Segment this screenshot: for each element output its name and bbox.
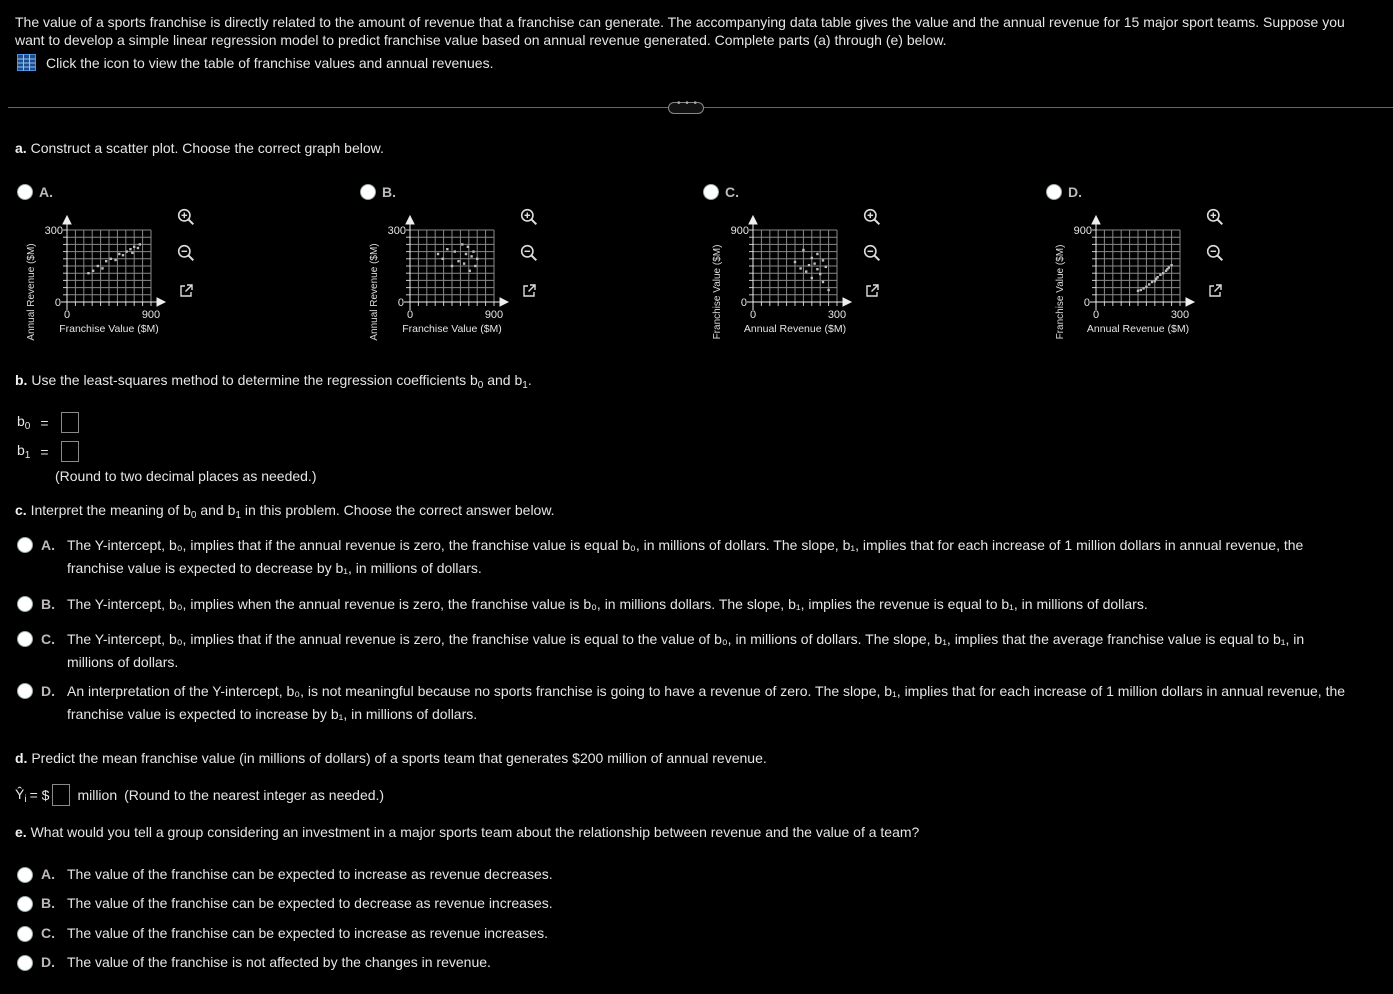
radio-button[interactable]	[703, 184, 719, 200]
part-b-sub0: 0	[477, 380, 484, 391]
part-e-prompt: What would you tell a group considering an investment in a major sports team about the relationship between revenue and the value of a team?	[30, 824, 920, 840]
b0-row	[17, 412, 79, 433]
scatter-point	[114, 259, 116, 261]
open-external-icon[interactable]	[864, 283, 880, 299]
scatter-point	[476, 258, 478, 260]
radio-button[interactable]	[17, 955, 33, 971]
part-a-label: a.	[15, 140, 27, 156]
problem-statement	[15, 13, 1380, 49]
radio-button[interactable]	[360, 184, 376, 200]
scatter-point	[1159, 274, 1161, 276]
scatter-point	[451, 265, 453, 267]
data-table-link-text[interactable]: Click the icon to view the table of franchise values and annual revenues.	[46, 54, 494, 71]
scatter-point	[129, 248, 131, 250]
scatter-point	[825, 266, 827, 268]
y-zero-tick-label: 0	[397, 297, 404, 309]
y-max-tick-label: 900	[730, 225, 749, 237]
y-axis-label: Franchise Value ($M)	[1055, 244, 1066, 340]
plot-grid	[406, 230, 494, 306]
y-max-tick-label: 300	[44, 225, 63, 237]
scatter-point	[137, 247, 139, 249]
x-axis-label: Franchise Value ($M)	[59, 323, 159, 335]
part-e-option-b[interactable]: B. The value of the franchise can be expected to decrease as revenue increases.	[17, 895, 553, 912]
zoom-in-icon[interactable]	[177, 208, 195, 226]
part-c-option-c[interactable]: C. The Y-intercept, b₀, implies that if the annual revenue is zero, the franchise value is equal to the value of b₀, in millions of dollars. The slope, b₁, implies that the average franchise value is equal to b₁, in millions of dollars.	[17, 628, 1377, 674]
part-c-label: c.	[15, 502, 27, 518]
scatter-point	[1162, 272, 1164, 274]
zoom-out-icon[interactable]	[1206, 244, 1224, 262]
scatter-point	[463, 262, 465, 264]
part-b-round-note: (Round to two decimal places as needed.)	[55, 468, 317, 484]
expand-collapse-handle[interactable]	[668, 98, 704, 114]
radio-button[interactable]	[17, 596, 33, 612]
scatter-point	[1145, 286, 1147, 288]
x-zero-tick-label: 0	[63, 309, 71, 321]
scatter-point	[822, 259, 824, 261]
b0-input[interactable]	[61, 412, 79, 433]
scatter-point	[802, 249, 804, 251]
scatter-point	[1151, 281, 1153, 283]
part-b-sub1: 1	[522, 380, 528, 391]
x-max-tick-label: 900	[484, 309, 504, 321]
radio-button[interactable]	[17, 867, 33, 883]
x-zero-tick-label: 0	[1092, 309, 1100, 321]
scatter-point	[1168, 266, 1170, 268]
scatter-point	[131, 252, 133, 254]
part-b-prompt: Use the least-squares method to determine the regression coefficients b	[31, 372, 478, 388]
y-zero-tick-label: 0	[54, 297, 61, 309]
scatter-point	[1156, 276, 1158, 278]
part-d-prompt: Predict the mean franchise value (in millions of dollars) of a sports team that generates $200 million of annual revenue.	[31, 750, 767, 766]
scatter-plot	[1044, 202, 1284, 352]
radio-button[interactable]	[17, 896, 33, 912]
scatter-point	[133, 246, 135, 248]
scatter-point	[87, 272, 89, 274]
scatter-point	[1137, 290, 1139, 292]
scatter-point	[827, 289, 829, 291]
scatter-point	[118, 253, 120, 255]
scatter-point	[465, 253, 467, 255]
graph-option-c[interactable]	[701, 180, 1041, 350]
radio-button[interactable]	[17, 184, 33, 200]
b1-label: $b_1$	[17, 442, 31, 461]
part-d-answer-row	[15, 784, 384, 806]
x-zero-tick-label: 0	[406, 309, 414, 321]
scatter-point	[470, 255, 472, 257]
part-e-option-d[interactable]: D. The value of the franchise is not affected by the changes in revenue.	[17, 954, 491, 971]
scatter-point	[437, 253, 439, 255]
scatter-point	[794, 261, 796, 263]
part-c-option-a[interactable]: A. The Y-intercept, b₀, implies that if the annual revenue is zero, the franchise value is equal b₀, in millions of dollars. The slope, b₁, implies that for each increase of 1 million dollars in annual revenue, the franchise value is expected to decrease by b₁, in millions of dollars.	[17, 534, 1377, 580]
open-external-icon[interactable]	[1207, 283, 1223, 299]
part-a-prompt: Construct a scatter plot. Choose the correct graph below.	[30, 140, 384, 156]
graph-option-a[interactable]	[15, 180, 355, 350]
part-c-question: c. Interpret the meaning of $b_0$ and $b_1$ in this problem. Choose the correct answer below.	[15, 502, 555, 521]
scatter-plot	[358, 202, 598, 352]
scatter-point	[811, 257, 813, 259]
b1-row	[17, 441, 79, 462]
x-max-tick-label: 300	[827, 309, 847, 321]
scatter-point	[1140, 289, 1142, 291]
radio-button[interactable]	[17, 926, 33, 942]
x-axis-label: Annual Revenue ($M)	[1086, 323, 1190, 335]
open-external-icon[interactable]	[178, 283, 194, 299]
scatter-point	[811, 277, 813, 279]
part-e-label: e.	[15, 824, 27, 840]
data-table-link[interactable]	[17, 54, 494, 71]
part-c-option-b[interactable]: B. The Y-intercept, b₀, implies when the annual revenue is zero, the franchise value is b₀, in millions dollars. The slope, b₁, implies the revenue is equal to b₁, in millions of dollars.	[17, 593, 1377, 616]
part-b-question	[15, 372, 532, 391]
x-axis-label: Annual Revenue ($M)	[743, 323, 847, 335]
problem-line-2: want to develop a simple linear regression model to predict franchise value based on annual revenue generated. Complete parts (a) through (e) below.	[15, 32, 947, 48]
radio-button[interactable]	[17, 537, 33, 553]
equals-dollar: = $	[29, 787, 50, 803]
option-letter: B.	[382, 184, 396, 200]
open-external-icon[interactable]	[521, 283, 537, 299]
scatter-point	[469, 270, 471, 272]
part-a-question	[15, 140, 384, 156]
plot-grid	[63, 230, 151, 306]
scatter-point	[799, 267, 801, 269]
part-b-label: b.	[15, 372, 28, 388]
scatter-point	[474, 265, 476, 267]
part-e-option-c[interactable]: C. The value of the franchise can be expected to increase as revenue increases.	[17, 925, 548, 942]
scatter-point	[97, 265, 99, 267]
part-d-label: d.	[15, 750, 28, 766]
unit-label: million	[77, 787, 118, 803]
scatter-point	[441, 258, 443, 260]
y-axis-label: Annual Revenue ($M)	[26, 243, 37, 341]
scatter-point	[461, 243, 463, 245]
prediction-input[interactable]	[52, 784, 70, 806]
graph-option-d[interactable]	[1044, 180, 1384, 350]
zoom-out-icon[interactable]	[520, 244, 538, 262]
scatter-point	[454, 250, 456, 252]
scatter-point	[457, 260, 459, 262]
y-max-tick-label: 900	[1073, 225, 1092, 237]
scatter-point	[822, 281, 824, 283]
part-b-and: and b	[483, 372, 523, 388]
x-max-tick-label: 900	[141, 309, 161, 321]
zoom-in-icon[interactable]	[1206, 208, 1224, 226]
x-axis-label: Franchise Value ($M)	[402, 323, 502, 335]
yhat-symbol: $Ŷ_i$	[15, 785, 27, 805]
scatter-plot	[15, 202, 255, 352]
part-e-option-a[interactable]: A. The value of the franchise can be expected to increase as revenue decreases.	[17, 866, 553, 883]
graph-option-b[interactable]	[358, 180, 698, 350]
table-grid-icon[interactable]	[17, 54, 36, 71]
b0-label: $b_0$	[17, 413, 31, 432]
b0-equals: =	[40, 414, 49, 431]
part-d-question	[15, 750, 767, 766]
scatter-plot	[701, 202, 941, 352]
part-e-question	[15, 824, 919, 840]
scatter-point	[819, 273, 821, 275]
zoom-in-icon[interactable]	[520, 208, 538, 226]
scatter-point	[139, 243, 141, 245]
y-axis-label: Franchise Value ($M)	[712, 244, 723, 340]
part-c-option-d[interactable]: D. An interpretation of the Y-intercept, b₀, is not meaningful because no sports franchise is going to have a revenue of zero. The slope, b₁, implies that for each increase of 1 million dollars in annual revenue, the franchise value is expected to increase by b₁, in millions of dollars.	[17, 680, 1377, 726]
plot-grid	[749, 230, 837, 306]
scatter-point	[472, 250, 474, 252]
scatter-point	[1142, 287, 1144, 289]
scatter-point	[1148, 283, 1150, 285]
scatter-point	[1154, 280, 1156, 282]
radio-button[interactable]	[1046, 184, 1062, 200]
part-d-round-note: (Round to the nearest integer as needed.)	[124, 787, 385, 803]
problem-line-1: The value of a sports franchise is directly related to the amount of revenue that a franchise can generate. The accompanying data table gives the value and the annual revenue for 15 major sport teams. Suppose you	[15, 14, 1345, 30]
option-letter: D.	[1068, 184, 1082, 200]
scatter-point	[105, 260, 107, 262]
scatter-point	[805, 270, 807, 272]
zoom-out-icon[interactable]	[863, 244, 881, 262]
scatter-point	[816, 253, 818, 255]
scatter-point	[813, 262, 815, 264]
x-max-tick-label: 300	[1170, 309, 1190, 321]
scatter-point	[808, 264, 810, 266]
scatter-point	[122, 254, 124, 256]
scatter-point	[446, 248, 448, 250]
ellipsis-icon: • • •	[677, 98, 699, 109]
b1-equals: =	[40, 443, 49, 460]
radio-button[interactable]	[17, 683, 33, 699]
scatter-point	[467, 246, 469, 248]
scatter-point	[1170, 264, 1172, 266]
scatter-point	[92, 270, 94, 272]
part-b-period: .	[527, 372, 532, 388]
scatter-point	[126, 250, 128, 252]
zoom-in-icon[interactable]	[863, 208, 881, 226]
y-zero-tick-label: 0	[740, 297, 747, 309]
scatter-point	[110, 258, 112, 260]
y-max-tick-label: 300	[387, 225, 406, 237]
y-zero-tick-label: 0	[1083, 297, 1090, 309]
b1-input[interactable]	[61, 441, 79, 462]
zoom-out-icon[interactable]	[177, 244, 195, 262]
scatter-point	[101, 267, 103, 269]
scatter-point	[816, 268, 818, 270]
option-letter: A.	[39, 184, 53, 200]
option-letter: C.	[725, 184, 739, 200]
x-zero-tick-label: 0	[749, 309, 757, 321]
radio-button[interactable]	[17, 631, 33, 647]
y-axis-label: Annual Revenue ($M)	[369, 243, 380, 341]
